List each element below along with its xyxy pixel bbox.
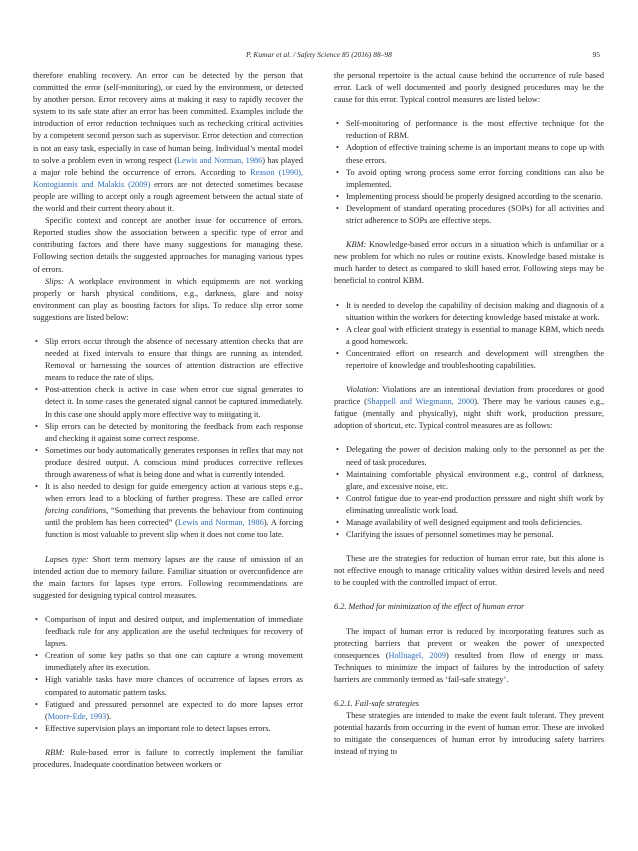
lapses-label: Lapses type: [45, 554, 89, 564]
paragraph-impact: The impact of human error is reduced by incorporating features such as protecting barriers that prevent or weaken the power of unexpected consequences (Hollnagel, 2009) resulted from flow of energy or mass. Techniques to minimize the impact of failures by the introduction of safety barriers are commonly termed as ‘fail-safe strategy’. [334, 626, 604, 684]
paragraph-rbm: RBM: Rule-based error is failure to correctly implement the familiar procedures. Inadequate coordination between workers or [33, 747, 303, 769]
rbm-label: RBM: [45, 747, 65, 757]
list-item: • Creation of some key paths so that one can capture a wrong movement immediately after its execution. [33, 650, 303, 674]
citation-link[interactable]: Moore-Ede, 1993 [47, 711, 107, 721]
paragraph-slips: Slips: A workplace environment in which equipments are not working properly or harsh physical conditions, e.g., darkness, glare and noisy environment can play as boosting factors for slips. To reduce slip error some suggestions are listed below: [33, 276, 303, 322]
paragraph-error-detection: therefore enabling recovery. An error can be detected by the person that committed the error (self-monitoring), or cued by the environment, or detected by another person. Error recovery aims at making it easy to rapidly recover the system to its safe state after an error has been committed. Examples include the introduction of error reduction techniques such as rechecking critical activities by a competent second person such as supervisor. Error detection and correction is not an easy task, especially in case of human being. Individual’s mental model to solve a problem even in wrong respect (Lewis and Norman, 1986) has played a major role behind the occurrence of errors. According to Reason (1990), Kontogiannis and Malakis (2009) errors are not detected sometimes because people are willing to accept only a rough agreement between the actual state of the world and their current theory about it. [33, 71, 304, 214]
paragraph-fail-safe: These strategies are intended to make the event fault tolerant. They prevent potential hazards from occurring in the event of human error. These are invoked to mitigate the consequences of human error by introducing safety barriers instead of trying to [334, 711, 604, 757]
list-item: • Implementing process should be properly designed according to the scenario. [334, 191, 604, 203]
list-item: • Clarifying the issues of personnel sometimes may be personal. [334, 529, 604, 541]
list-item: • Delegating the power of decision making only to the personnel as per the need of task procedures. [334, 444, 604, 468]
citation-link[interactable]: Shappell and Wiegmann, 2000 [366, 397, 475, 407]
list-item: • Development of standard operating procedures (SOPs) for all activities and strict adherence to SOPs are effective steps. [334, 203, 604, 227]
violation-label: Violation: [346, 385, 380, 395]
citation-link[interactable]: Lewis and Norman, 1986 [176, 155, 263, 165]
list-item: • High variable tasks have more chances of occurrence of lapses errors as compared to automatic pattern tasks. [33, 674, 303, 698]
kbm-label: KBM: [346, 240, 367, 250]
list-item: • Fatigued and pressured personnel are expected to do more lapses error (Moore-Ede, 1993). [33, 699, 303, 723]
paragraph-strategies: These are the strategies for reduction of human error rate, but this alone is not effective enough to manage criticality values within desired levels and need to be coupled with the controlled impact of error. [334, 554, 604, 588]
list-item: • Slip errors can be detected by monitoring the feedback from each response and checking it against some correct response. [33, 421, 303, 445]
paragraph-violation: Violation: Violations are an intentional deviation from procedures or good practice (Shappell and Wiegmann, 2000). There may be various causes e.g., fatigue (mentally and physically), night shift work, production pressure, adoption of shortcut, etc. Typical control measures are as follows: [334, 385, 604, 431]
list-item: • It is also needed to design for guide emergency action at various steps e.g., when errors lead to a blocking of further progress. These are called error forcing conditions, “Something that prevents the behaviour from continuing until the problem has been corrected” (Lewis and Norman, 1986). A forcing function is most valuable to prevent slip when it does not come too late. [33, 481, 303, 541]
slips-list [33, 336, 303, 542]
list-item: • Effective supervision plays an important role to detect lapses errors. [33, 723, 303, 735]
page-number: 95 [592, 50, 600, 59]
list-item: • Self-monitoring of performance is the most effective technique for the reduction of RBM. [334, 118, 604, 142]
list-item: • It is needed to develop the capability of decision making and diagnosis of a situation within the workers for detecting knowledge based mistake at work. [334, 300, 604, 324]
rbm-list [334, 118, 604, 227]
paragraph-context: Specific context and concept are another issue for occurrence of errors. Reported studies show the association between a specific type of error and contributing factors and there have many suggestions for managing these. Following section details the suggested approaches for managing various types of errors. [33, 216, 303, 274]
list-item: • Adoption of effective training scheme is an important means to cope up with these errors. [334, 142, 604, 166]
kbm-list [334, 300, 604, 373]
list-item: • Post-attention check is active in case when error cue signal generates to detect it. In some cases the generated signal cannot be captured immediately. In this case one should apply more effective way to mitigating it. [33, 384, 303, 420]
paragraph-kbm: KBM: Knowledge-based error occurs in a situation which is unfamiliar or a new problem for which no rules or routine exists. Knowledge based mistake is much harder to detect as compared to skill based error. Following steps may be beneficial to control KBM. [334, 240, 604, 286]
list-item: • Control fatigue due to year-end production pressure and night shift work by eliminating unrealistic work load. [334, 493, 604, 517]
list-item: • Comparison of input and desired output, and implementation of immediate feedback rule for any application are the useful techniques for recovery of lapses. [33, 614, 303, 650]
left-column [33, 70, 303, 771]
section-heading-6-2: 6.2. Method for minimization of the effect of human error [334, 602, 525, 612]
list-item: • Slip errors occur through the absence of necessary attention checks that are needed at fixed intervals to ensure that things are running as intended. Removal or harnessing the sources of attention distraction are effective means to reduce the rate of slips. [33, 336, 303, 384]
list-item: • Manage availability of well designed equipment and tools deficiencies. [334, 517, 604, 529]
slips-label: Slips: [45, 276, 64, 286]
list-item: • A clear goal with efficient strategy is essential to manage KBM, which needs a good homework. [334, 324, 604, 348]
list-item: • To avoid opting wrong process some error forcing conditions can also be implemented. [334, 167, 604, 191]
paragraph-lapses: Lapses type: Short term memory lapses are the cause of omission of an intended action due to memory failure. Familiar situation or overconfidence are the main factors for lapses type errors. Following recommendations are suggested for designing typical control measures. [33, 554, 303, 600]
list-item: • Sometimes our body automatically generates responses in reflex that may not produce desired output. A conscious mind produces corrective reflexes through awareness of what is being done and what is currently intended. [33, 445, 303, 481]
paragraph-rbm-continued: the personal repertoire is the actual cause behind the occurrence of rule based error. Lack of well documented and poorly designed procedures may be the cause for this error. Typical control measures are listed below: [334, 71, 604, 105]
journal-citation: P. Kumar et al. / Safety Science 85 (2016) 88–98 [246, 50, 392, 59]
citation-link[interactable]: Lewis and Norman, 1986 [177, 518, 264, 528]
list-item: • Concentrated effort on research and development will strengthen the repertoire of knowledge and troubleshooting capabilities. [334, 348, 604, 372]
citation-link[interactable]: Reason (1990), Kontogiannis and Malakis (2009) [33, 167, 303, 189]
lapses-list [33, 614, 303, 735]
list-item: • Maintaining comfortable physical environment e.g., control of darkness, glare, and excessive noise, etc. [334, 469, 604, 493]
right-column [334, 70, 604, 759]
section-heading-6-2-1: 6.2.1. Fail-safe strategies [334, 699, 420, 709]
running-header [0, 50, 638, 62]
violation-list [334, 444, 604, 541]
citation-link[interactable]: Hollnagel, 2009 [388, 650, 446, 660]
